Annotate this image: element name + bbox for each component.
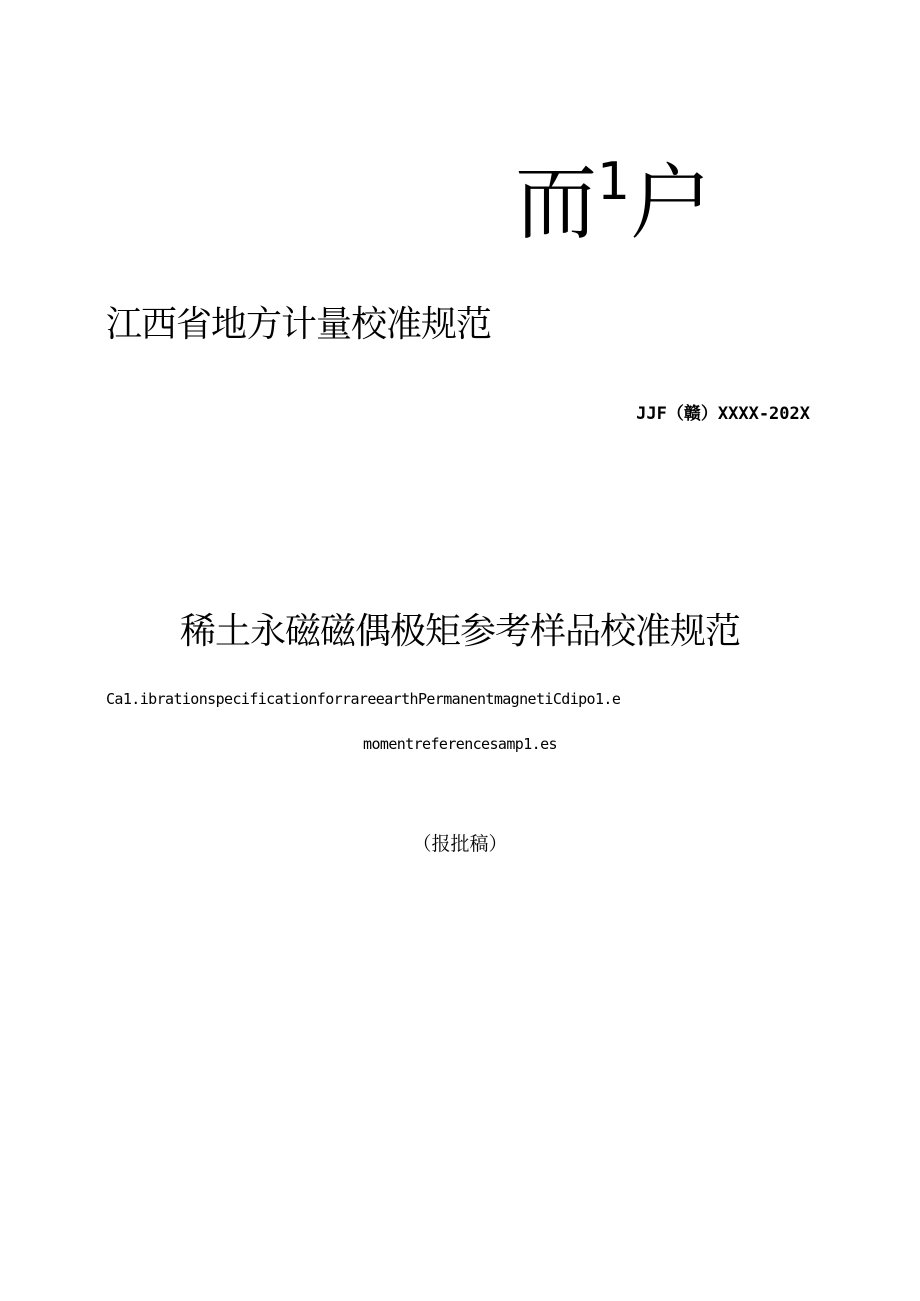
issuer-heading: 江西省地方计量校准规范 [106,304,492,345]
standard-logo [515,152,710,256]
document-title-chinese: 稀土永磁磁偶极矩参考样品校准规范 [179,611,740,652]
document-title-english-line-1: Ca1.ibrationspecificationforrareearthPermanentmagnetiCdipo1.e [106,690,621,708]
standard-code: JJF（赣）XXXX-202X [636,404,810,424]
logo-part-2: 户 [630,156,711,251]
logo-superscript: 1 [597,152,629,212]
logo-part-1: 而 [515,156,596,251]
document-title-english-line-2: momentreferencesamp1.es [363,735,557,753]
draft-status-label: （报批稿） [412,833,508,855]
